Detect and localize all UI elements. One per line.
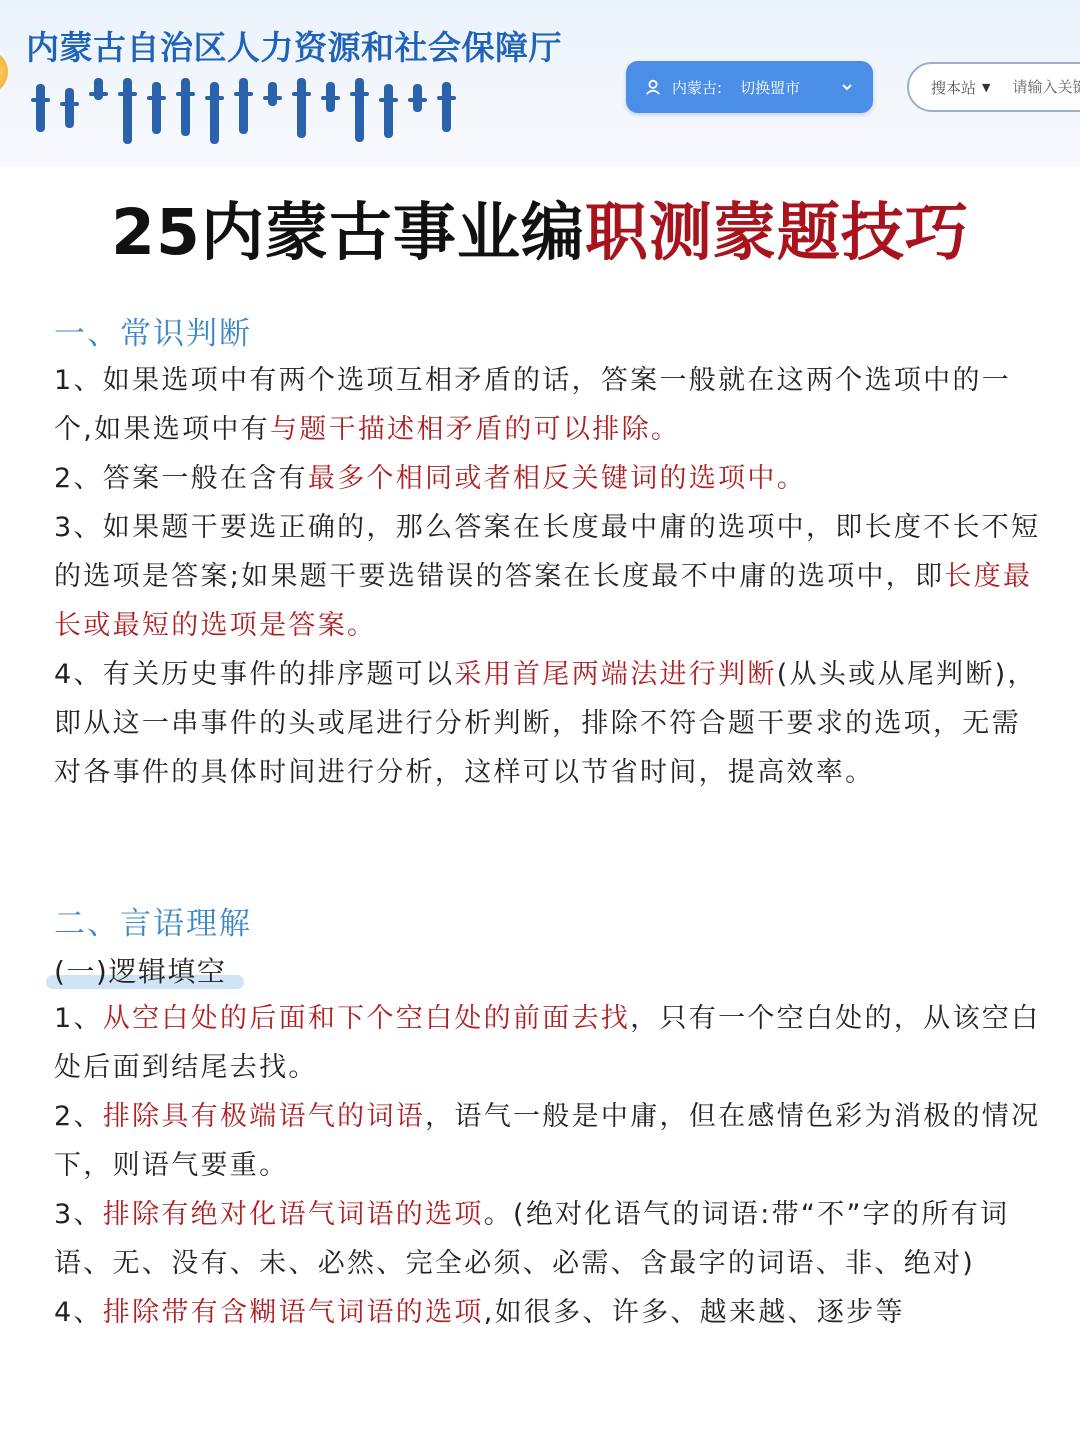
region-label: 内蒙古: — [672, 78, 723, 97]
list-item: 3、排除有绝对化语气词语的选项。(绝对化语气的词语:带“不”字的所有词语、无、没有、未、必然、完全必须、必需、含最字的词语、非、绝对) — [54, 1199, 1010, 1279]
list-item: 3、如果题干要选正确的，那么答案在长度最中庸的选项中，即长度不长不短的选项是答案;如果题干要选错误的答案在长度最不中庸的选项中，即长度最长或最短的选项是答案。 — [54, 512, 1041, 641]
list-item: 4、有关历史事件的排序题可以采用首尾两端法进行判断(从头或从尾判断)，即从这一串事件的头或尾进行分析判断，排除不符合题干要求的选项，无需对各事件的具体时间进行分析，这样可以节省时间，提高效率。 — [54, 659, 1037, 788]
list-item: 1、如果选项中有两个选项互相矛盾的话，答案一般就在这两个选项中的一个,如果选项中有与题干描述相矛盾的可以排除。 — [54, 365, 1012, 445]
list-item: 2、排除具有极端语气的词语，语气一般是中庸，但在感情色彩为消极的情况下，则语气要重。 — [54, 1101, 1041, 1181]
title-black-part: 25内蒙古事业编 — [111, 196, 585, 269]
section-verbal-list — [54, 994, 1044, 1337]
site-header — [0, 0, 1080, 166]
chevron-down-icon — [841, 81, 853, 93]
search-input[interactable] — [1012, 78, 1080, 96]
list-item: 1、从空白处的后面和下个空白处的前面去找，只有一个空白处的，从该空白处后面到结尾去找。 — [54, 1003, 1041, 1083]
region-switch-label: 切换盟市 — [740, 78, 801, 97]
section-heading-common-sense: 一、常识判断 — [54, 316, 252, 352]
section-common-sense-list — [54, 356, 1044, 797]
location-icon — [644, 78, 662, 96]
page-title — [0, 182, 1080, 273]
site-title[interactable]: 内蒙古自治区人力资源和社会保障厅 — [26, 28, 562, 67]
title-red-part: 职测蒙题技巧 — [584, 196, 969, 269]
region-switch-button[interactable] — [626, 61, 873, 113]
mongolian-script-title — [36, 78, 451, 150]
list-item: 2、答案一般在含有最多个相同或者相反关键词的选项中。 — [54, 463, 806, 494]
sun-decoration — [0, 52, 8, 92]
subheading-logic-fill: (一)逻辑填空 — [54, 950, 226, 990]
caret-down-icon[interactable]: ▼ — [982, 80, 991, 94]
list-item: 4、排除带有含糊语气词语的选项,如很多、许多、越来越、逐步等 — [54, 1297, 905, 1328]
section-heading-verbal: 二、言语理解 — [54, 906, 252, 942]
search-bar — [907, 62, 1080, 112]
search-scope-select[interactable]: 搜本站 — [931, 78, 977, 97]
